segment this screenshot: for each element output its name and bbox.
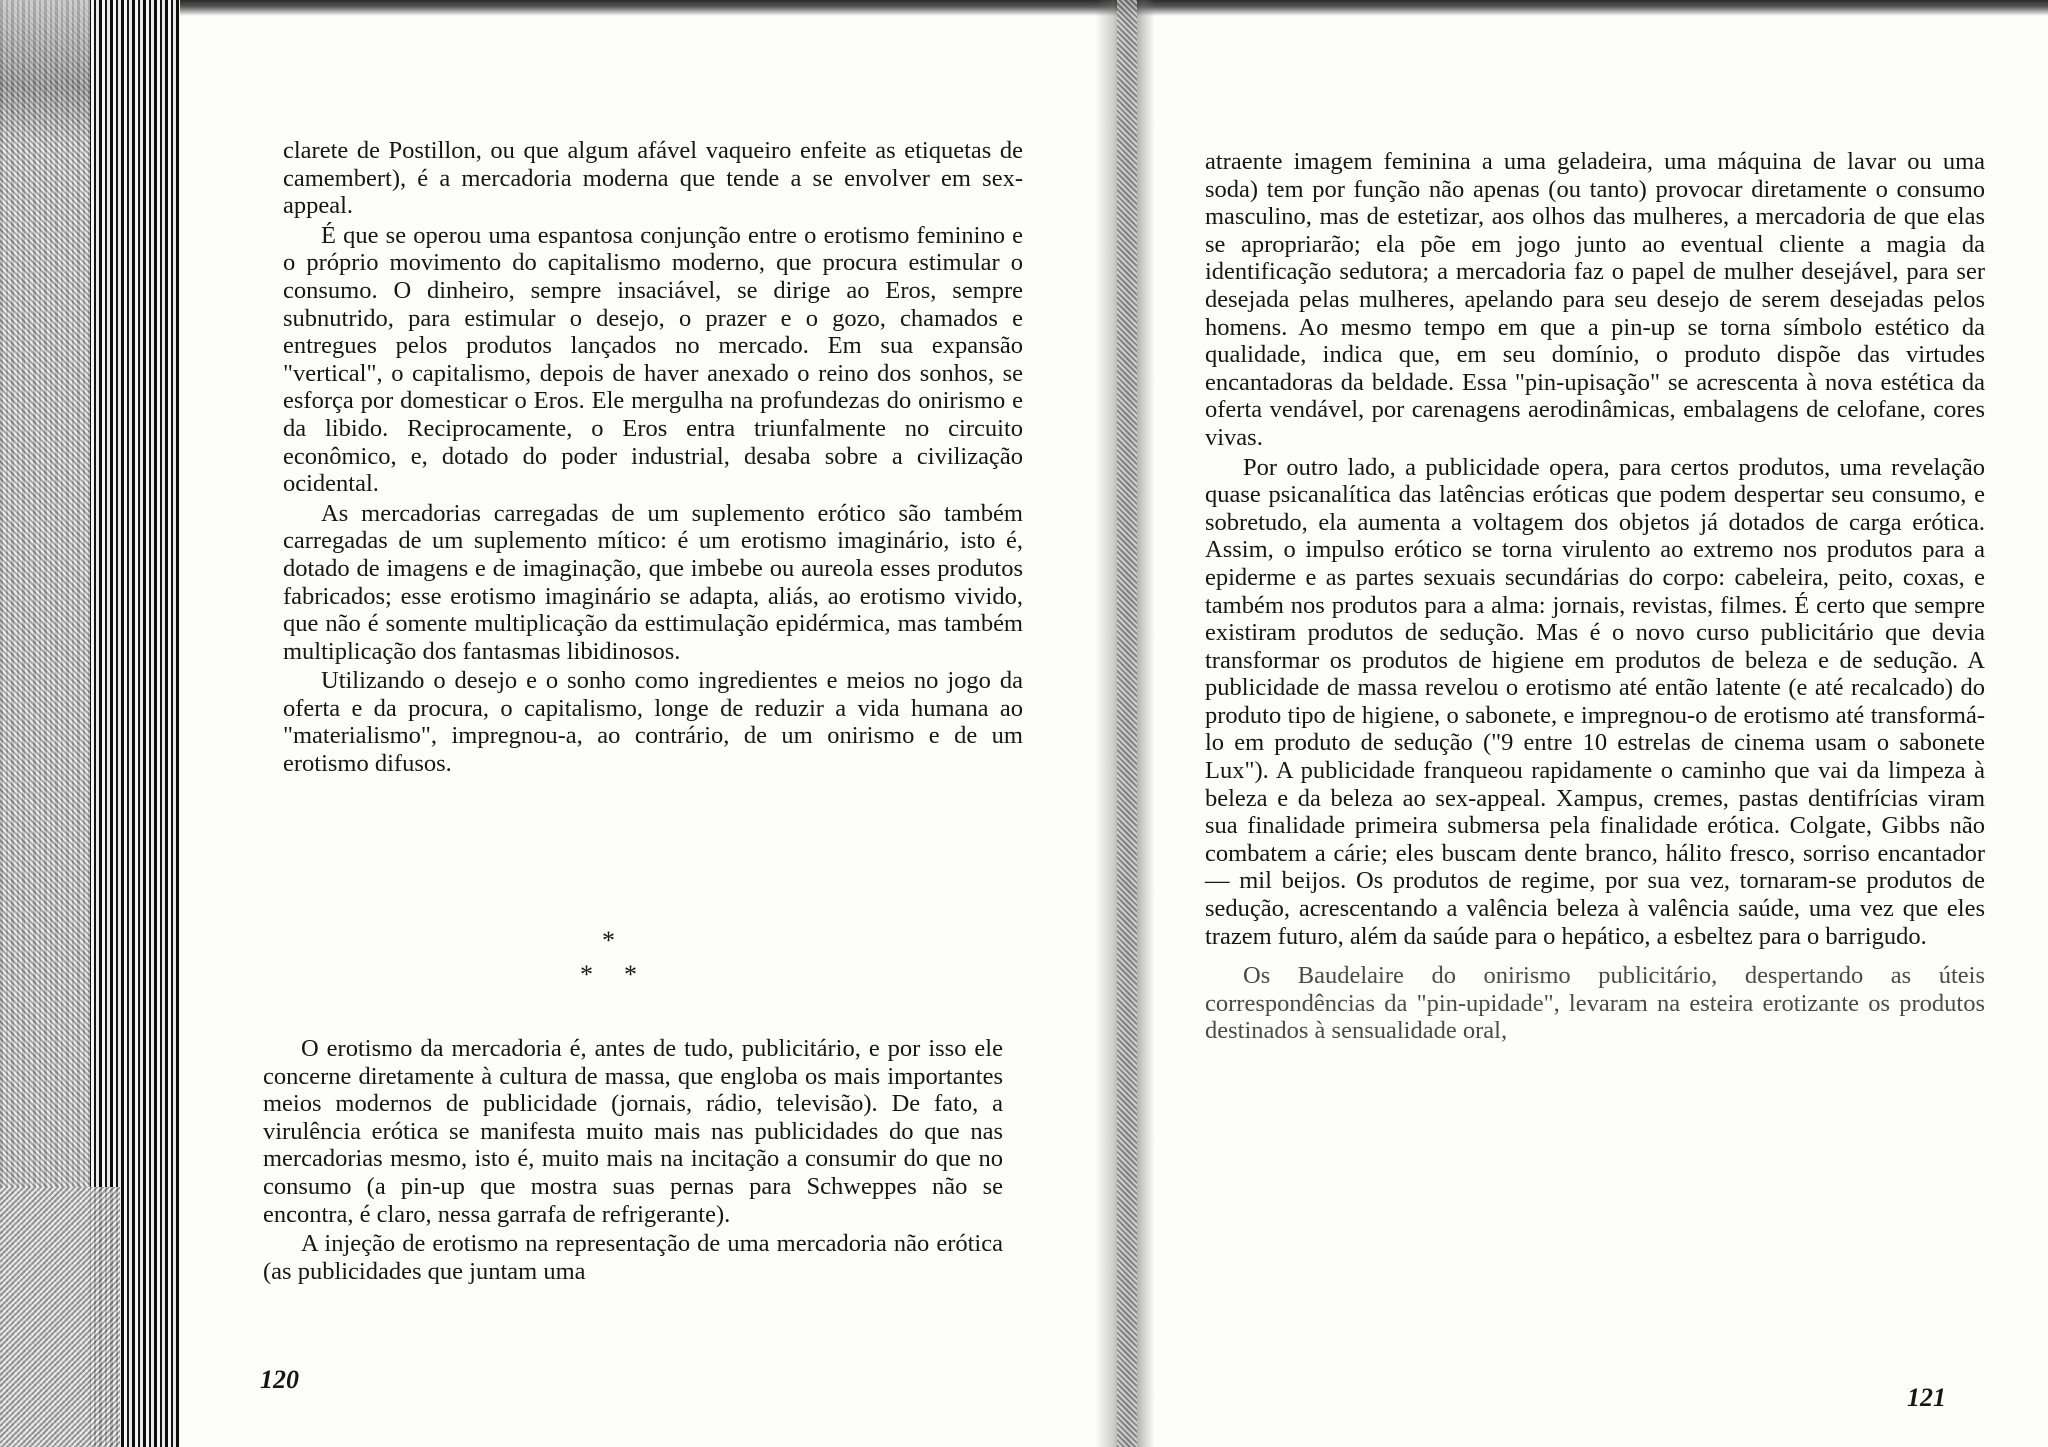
book-gutter bbox=[1095, 0, 1155, 1447]
section-break-star: * bbox=[602, 926, 615, 955]
paragraph: A injeção de erotismo na representação de uma mercadoria não erótica (as publicidades que juntam uma bbox=[263, 1230, 1003, 1285]
paragraph: Os Baudelaire do onirismo publicitário, despertando as úteis correspondências da "pin-upidade", levaram na esteira erotizante os produtos destinados à sensualidade oral, bbox=[1205, 962, 1985, 1045]
left-text-block-lower bbox=[263, 1035, 1003, 1285]
page-number: 121 bbox=[1907, 1383, 1946, 1412]
paragraph: atraente imagem feminina a uma geladeira, uma máquina de lavar ou uma soda) tem por função não apenas (ou tanto) provocar diretamente o consumo masculino, mas de estetizar, aos olhos das mulheres, a mercadoria de que elas se apropriarão; ela põe em jogo junto ao eventual cliente a magia da identificação sedutora; a mercadoria faz o papel de mulher desejável, para ser desejada pelas mulheres, apelando para seu desejo de serem desejadas pelos homens. Ao mesmo tempo em que a pin-up se torna símbolo estético da qualidade, indica que, em seu domínio, o produto dispõe das virtudes encantadoras da beldade. Essa "pin-upisação" se acrescenta à nova estética da oferta vendável, por carenagens aerodinâmicas, embalagens de celofane, cores vivas. bbox=[1205, 148, 1985, 451]
left-page bbox=[180, 0, 1095, 1447]
paragraph: Por outro lado, a publicidade opera, para certos produtos, uma revelação quase psicanalítica das latências eróticas que podem despertar seu consumo, e sobretudo, ela aumenta a voltagem dos objetos já dotados de carga erótica. Assim, o impulso erótico se torna virulento ao extremo nos produtos para a epiderme e as partes sexuais secundárias do corpo: cabeleira, peito, coxas, e também nos produtos para a alma: jornais, revistas, filmes. É certo que sempre existiram produtos de sedução. Mas é o novo curso publicitário que devia transformar os produtos de higiene em produtos de beleza e de sedução. A publicidade de massa revelou o erotismo até então latente (e até recalcado) do produto tipo de higiene, o sabonete, e impregnou-o de erotismo até transformá-lo em produto de sedução ("9 entre 10 estrelas de cinema usam o sabonete Lux"). A publicidade franqueou rapidamente o caminho que vai da limpeza à beleza e da beleza ao sex-appeal. Xampus, cremes, pastas dentifrícias viram sua finalidade primeira submersa pela finalidade erótica. Colgate, Gibbs não combatem a cárie; eles buscam dente branco, hálito fresco, sorriso encantador — mil beijos. Os produtos de regime, por sua vez, tornaram-se produtos de sedução, acrescentando a valência beleza à valência saúde, uma vez que eles trazem futuro, além da saúde para o hepático, a esbeltez para o barrigudo. bbox=[1205, 453, 1985, 950]
section-break-star: * bbox=[624, 960, 637, 989]
paragraph: Utilizando o desejo e o sonho como ingredientes e meios no jogo da oferta e da procura, o capitalismo, longe de reduzir a vida humana ao "materialismo", impregnou-a, ao contrário, de um onirismo e de um erotismo difusos. bbox=[283, 667, 1023, 778]
page-number: 120 bbox=[260, 1365, 299, 1394]
paragraph: O erotismo da mercadoria é, antes de tudo, publicitário, e por isso ele concerne diretamente à cultura de massa, que engloba os mais importantes meios modernos de publicidade (jornais, rádio, televisão). De fato, a virulência erótica se manifesta muito mais nas publicidades do que nas mercadorias mesmo, isto é, muito mais na incitação a consumir do que no consumo (a pin-up que mostra suas pernas para Schweppes não se encontra, é claro, nessa garrafa de refrigerante). bbox=[263, 1035, 1003, 1228]
section-break-star: * bbox=[580, 960, 593, 989]
paragraph: É que se operou uma espantosa conjunção entre o erotismo feminino e o próprio movimento do capitalismo moderno, que procura estimular o consumo. O dinheiro, sempre insaciável, se dirige ao Eros, sempre subnutrido, para estimular o desejo, o prazer e o gozo, chamados e entregues pelos produtos lançados no mercado. Em sua expansão "vertical", o capitalismo, depois de haver anexado o reino dos sonhos, se esforça por domesticar o Eros. Ele mergulha na profundezas do onirismo e da libido. Reciprocamente, o Eros entra triunfalmente no circuito econômico, e, dotado do poder industrial, desaba sobre a civilização ocidental. bbox=[283, 221, 1023, 498]
paragraph: clarete de Postillon, ou que algum afável vaqueiro enfeite as etiquetas de camembert), é a mercadoria moderna que tende a se envolver em sex-appeal. bbox=[283, 137, 1023, 220]
left-text-block-upper bbox=[283, 137, 1023, 778]
right-text-block bbox=[1205, 148, 1985, 1045]
right-page bbox=[1155, 0, 2048, 1447]
section-break bbox=[572, 928, 652, 988]
book-edge bbox=[0, 0, 180, 1447]
paragraph: As mercadorias carregadas de um suplemento erótico são também carregadas de um suplemento mítico: é um erotismo imaginário, isto é, dotado de imagens e de imaginação, que imbebe ou aureola esses produtos fabricados; esse erotismo imaginário se adapta, aliás, ao erotismo vivido, que não é somente multiplicação da esttimulação epidérmica, mas também multiplicação dos fantasmas libidinosos. bbox=[283, 499, 1023, 665]
